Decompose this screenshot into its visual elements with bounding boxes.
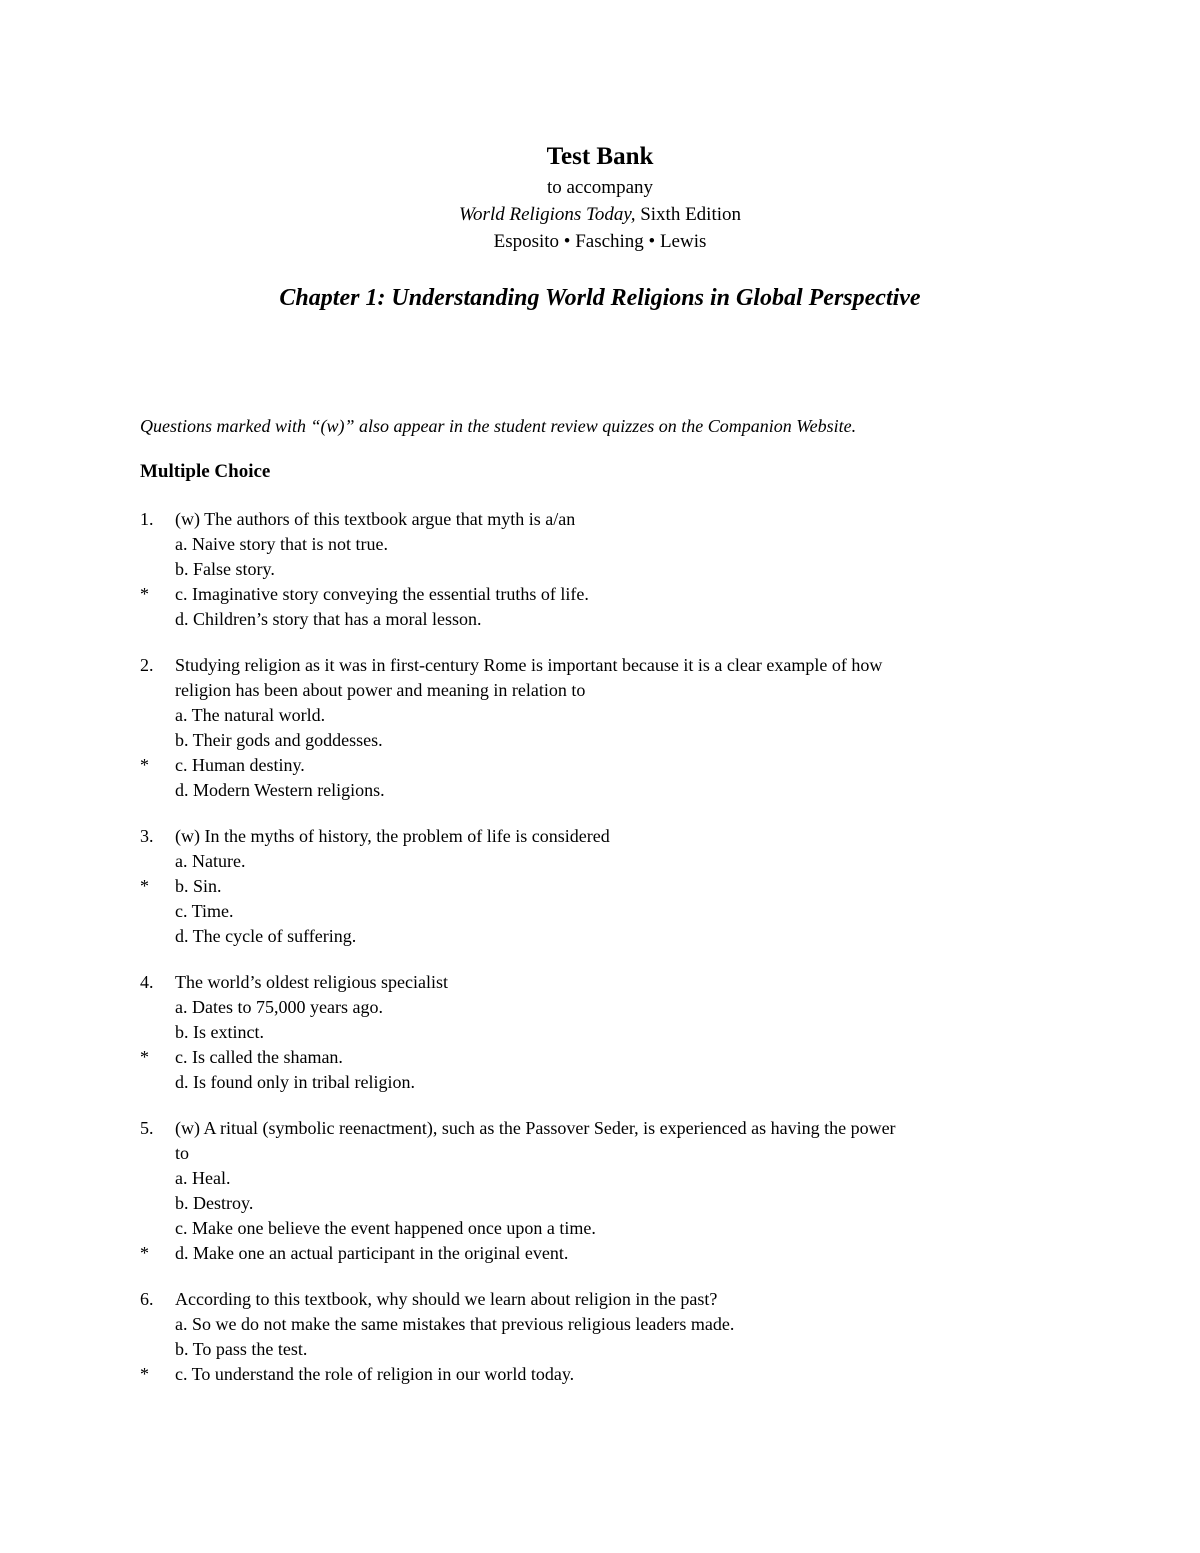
answer-option bbox=[140, 557, 1060, 582]
answer-option-text: a. Nature. bbox=[175, 851, 246, 871]
answer-option-text: a. Heal. bbox=[175, 1168, 231, 1188]
question-stem-line bbox=[140, 678, 1060, 703]
answer-option bbox=[140, 1216, 1060, 1241]
answer-option bbox=[140, 607, 1060, 632]
correct-answer-marker: * bbox=[140, 584, 149, 604]
question-stem-line bbox=[140, 1287, 1060, 1312]
answer-option-text: b. Is extinct. bbox=[175, 1022, 264, 1042]
answer-option-text: c. Make one believe the event happened once upon a time. bbox=[175, 1218, 596, 1238]
question-number: 6. bbox=[140, 1289, 154, 1309]
answer-option-text: a. The natural world. bbox=[175, 705, 326, 725]
question-item bbox=[140, 507, 1060, 632]
question-item bbox=[140, 1116, 1060, 1266]
question-stem-line bbox=[140, 653, 1060, 678]
answer-option-text: d. Modern Western religions. bbox=[175, 780, 385, 800]
correct-answer-marker: * bbox=[140, 755, 149, 775]
answer-option bbox=[140, 924, 1060, 949]
question-stem-text: Studying religion as it was in first-century Rome is important because it is a clear example of how bbox=[175, 655, 883, 675]
answer-option-text: c. Imaginative story conveying the essential truths of life. bbox=[175, 584, 589, 604]
authors-line: Esposito • Fasching • Lewis bbox=[493, 231, 707, 252]
answer-option bbox=[140, 899, 1060, 924]
answer-option-text: d. Children’s story that has a moral lesson. bbox=[175, 609, 482, 629]
question-stem-line bbox=[140, 507, 1060, 532]
answer-option-text: d. Is found only in tribal religion. bbox=[175, 1072, 415, 1092]
correct-answer-marker: * bbox=[140, 1243, 149, 1263]
answer-option-text: b. To pass the test. bbox=[175, 1339, 308, 1359]
question-number: 1. bbox=[140, 509, 154, 529]
question-item bbox=[140, 970, 1060, 1095]
question-stem-text: to bbox=[175, 1143, 190, 1163]
answer-option bbox=[140, 582, 1060, 607]
question-stem-line bbox=[140, 1116, 1060, 1141]
answer-option bbox=[140, 995, 1060, 1020]
answer-option-text: c. Is called the shaman. bbox=[175, 1047, 343, 1067]
answer-option bbox=[140, 1191, 1060, 1216]
chapter-title: Chapter 1: Understanding World Religions in Global Perspective bbox=[279, 285, 921, 311]
question-stem-text: (w) In the myths of history, the problem of life is considered bbox=[175, 826, 610, 846]
question-stem-text: (w) A ritual (symbolic reenactment), such as the Passover Seder, is experienced as having the power bbox=[175, 1118, 896, 1138]
question-stem-text: According to this textbook, why should we learn about religion in the past? bbox=[175, 1289, 718, 1309]
answer-option bbox=[140, 1241, 1060, 1266]
answer-option-text: c. To understand the role of religion in our world today. bbox=[175, 1364, 575, 1384]
website-note: Questions marked with “(w)” also appear in the student review quizzes on the Companion Website. bbox=[140, 416, 857, 436]
answer-option-text: d. Make one an actual participant in the original event. bbox=[175, 1243, 569, 1263]
question-stem-line bbox=[140, 970, 1060, 995]
question-list bbox=[140, 507, 1060, 1408]
answer-option bbox=[140, 874, 1060, 899]
question-item bbox=[140, 653, 1060, 803]
book-edition: Sixth Edition bbox=[635, 204, 742, 225]
answer-option-text: a. Naive story that is not true. bbox=[175, 534, 388, 554]
answer-option bbox=[140, 778, 1060, 803]
page-title: Test Bank bbox=[546, 143, 654, 170]
answer-option bbox=[140, 1362, 1060, 1387]
answer-option bbox=[140, 1166, 1060, 1191]
correct-answer-marker: * bbox=[140, 876, 149, 896]
answer-option bbox=[140, 849, 1060, 874]
question-stem-line bbox=[140, 824, 1060, 849]
answer-option bbox=[140, 703, 1060, 728]
question-item bbox=[140, 824, 1060, 949]
answer-option bbox=[140, 1337, 1060, 1362]
book-title-line bbox=[0, 201, 1200, 228]
question-number: 3. bbox=[140, 826, 154, 846]
correct-answer-marker: * bbox=[140, 1364, 149, 1384]
question-number: 5. bbox=[140, 1118, 154, 1138]
question-item bbox=[140, 1287, 1060, 1387]
answer-option-text: c. Human destiny. bbox=[175, 755, 305, 775]
answer-option-text: b. False story. bbox=[175, 559, 275, 579]
question-number: 2. bbox=[140, 655, 154, 675]
answer-option bbox=[140, 532, 1060, 557]
answer-option bbox=[140, 1020, 1060, 1045]
question-stem-text: religion has been about power and meaning in relation to bbox=[175, 680, 586, 700]
question-stem-text: The world’s oldest religious specialist bbox=[175, 972, 448, 992]
answer-option-text: d. The cycle of suffering. bbox=[175, 926, 357, 946]
answer-option-text: b. Their gods and goddesses. bbox=[175, 730, 383, 750]
answer-option-text: b. Sin. bbox=[175, 876, 222, 896]
question-stem-line bbox=[140, 1141, 1060, 1166]
book-title: World Religions Today, bbox=[458, 204, 636, 225]
section-heading: Multiple Choice bbox=[140, 461, 271, 482]
answer-option bbox=[140, 753, 1060, 778]
answer-option-text: c. Time. bbox=[175, 901, 234, 921]
answer-option bbox=[140, 1312, 1060, 1337]
subtitle-accompany: to accompany bbox=[546, 177, 654, 198]
answer-option-text: b. Destroy. bbox=[175, 1193, 254, 1213]
question-number: 4. bbox=[140, 972, 154, 992]
answer-option bbox=[140, 1070, 1060, 1095]
question-stem-text: (w) The authors of this textbook argue that myth is a/an bbox=[175, 509, 576, 529]
document-header bbox=[0, 140, 1200, 255]
correct-answer-marker: * bbox=[140, 1047, 149, 1067]
answer-option-text: a. Dates to 75,000 years ago. bbox=[175, 997, 383, 1017]
answer-option-text: a. So we do not make the same mistakes that previous religious leaders made. bbox=[175, 1314, 735, 1334]
answer-option bbox=[140, 728, 1060, 753]
answer-option bbox=[140, 1045, 1060, 1070]
